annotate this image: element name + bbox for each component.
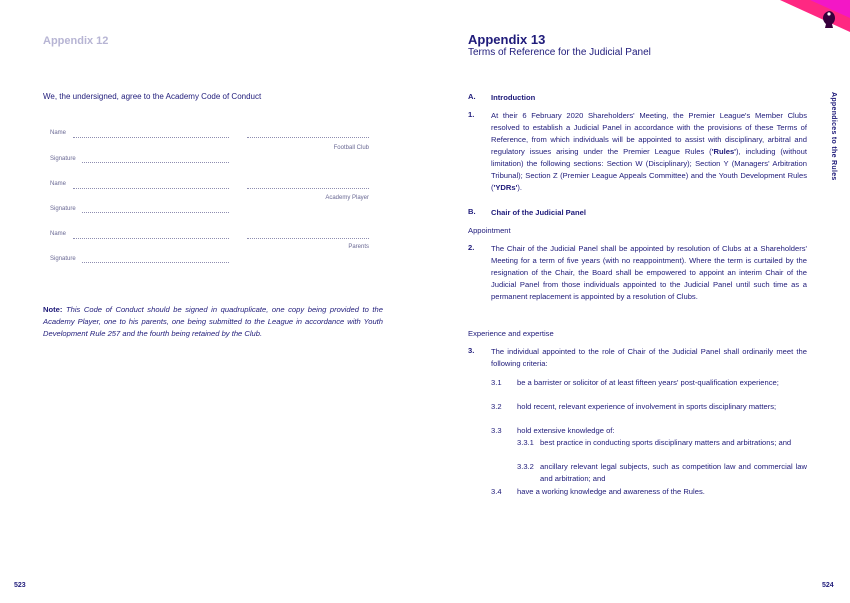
expertise-heading: Experience and expertise <box>468 329 554 338</box>
name-line[interactable] <box>73 188 229 189</box>
criterion-text: hold recent, relevant experience of involvement in sports disciplinary matters; <box>517 402 777 411</box>
paragraph-1-number: 1. <box>468 110 475 119</box>
section-a-title: Introduction <box>491 93 536 102</box>
name-line[interactable] <box>73 238 229 239</box>
p1-text-a: At their 6 February 2020 Shareholders' Meeting, the Premier League's Member Clubs resolved to establish a Judicial Panel in accordance with the provisions of these Terms of Reference, from which individuals will be appointed to assist with disciplinary, arbitral and regulatory issues arising under the Premier League Rules ( <box>491 111 807 156</box>
side-section-label: Appendices to the Rules <box>830 92 837 181</box>
note-label: Note: <box>43 305 63 314</box>
criterion-number: 3.1 <box>491 378 502 387</box>
paragraph-2-number: 2. <box>468 243 475 252</box>
club-line[interactable] <box>247 137 369 138</box>
name-label: Name <box>50 181 67 187</box>
paragraph-3-number: 3. <box>468 346 475 355</box>
note-text: This Code of Conduct should be signed in quadruplicate, one copy being provided to the Academy Player, one to his parents, one being submitted to the League in accordance with Youth Development Rule 257 and the fourth being retained by the Club. <box>43 305 383 338</box>
appendix-13-title: Appendix 13 <box>468 32 546 47</box>
criterion-number: 3.4 <box>491 487 502 496</box>
p1-text-c: ). <box>517 183 523 192</box>
signature-line[interactable] <box>82 262 229 263</box>
criterion-text: ancillary relevant legal subjects, such as competition law and commercial law and arbitration; and <box>540 462 807 483</box>
parents-line[interactable] <box>247 238 369 239</box>
name-label: Name <box>50 130 67 136</box>
code-of-conduct-intro: We, the undersigned, agree to the Academy Code of Conduct <box>43 92 262 101</box>
signature-line[interactable] <box>82 212 229 213</box>
criterion-text: be a barrister or solicitor of at least fifteen years' post-qualification experience; <box>517 378 779 387</box>
criterion-number: 3.3.2 <box>517 462 534 471</box>
premier-league-lion-logo <box>819 10 839 30</box>
criterion-text: have a working knowledge and awareness of the Rules. <box>517 487 705 496</box>
appendix-13-subtitle: Terms of Reference for the Judicial Panel <box>468 47 651 58</box>
criterion-text: best practice in conducting sports disciplinary matters and arbitrations; and <box>540 438 792 447</box>
name-line[interactable] <box>73 137 229 138</box>
ydrs-term: 'YDRs' <box>493 183 518 192</box>
appointment-heading: Appointment <box>468 226 511 235</box>
appendix-12-title: Appendix 12 <box>43 35 109 47</box>
role-label: Parents <box>348 244 369 250</box>
p1-text-b: ), including (without limitation) the following sections: Section W (Disciplinary); Section Y (Managers' Arbitration Tribunal); Section Z (Premier League Appeals Committee) and the Youth Development Rules ( <box>491 147 807 192</box>
criterion-number: 3.3.1 <box>517 438 534 447</box>
section-b-letter: B. <box>468 207 476 216</box>
rules-term: 'Rules' <box>711 147 736 156</box>
criterion-number: 3.2 <box>491 402 502 411</box>
criterion-text: hold extensive knowledge of: <box>517 426 615 435</box>
conduct-note <box>43 304 383 340</box>
section-b-title: Chair of the Judicial Panel <box>491 208 586 217</box>
paragraph-2: The Chair of the Judicial Panel shall be appointed by resolution of Clubs at a Shareholders' Meeting for a term of five years (with no reappointment). Where the term is curtailed by the resignation of the Chair, the Board shall be empowered to appoint an interim Chair of the Judicial Panel from those individuals appointed to the Judicial Panel until such time as a permanent replacement is appointed by a resolution of Clubs. <box>491 244 807 301</box>
paragraph-3: The individual appointed to the role of Chair of the Judicial Panel shall ordinarily meet the following criteria: <box>491 347 807 368</box>
signature-label: Signature <box>50 156 76 162</box>
signature-line[interactable] <box>82 162 229 163</box>
page-number-right: 524 <box>822 582 834 589</box>
name-label: Name <box>50 231 67 237</box>
section-a-letter: A. <box>468 92 476 101</box>
signature-label: Signature <box>50 206 76 212</box>
signature-label: Signature <box>50 256 76 262</box>
role-label: Academy Player <box>325 195 369 201</box>
role-label: Football Club <box>333 145 369 151</box>
page-number-left: 523 <box>14 582 26 589</box>
player-line[interactable] <box>247 188 369 189</box>
criterion-number: 3.3 <box>491 426 502 435</box>
paragraph-1 <box>491 110 807 194</box>
